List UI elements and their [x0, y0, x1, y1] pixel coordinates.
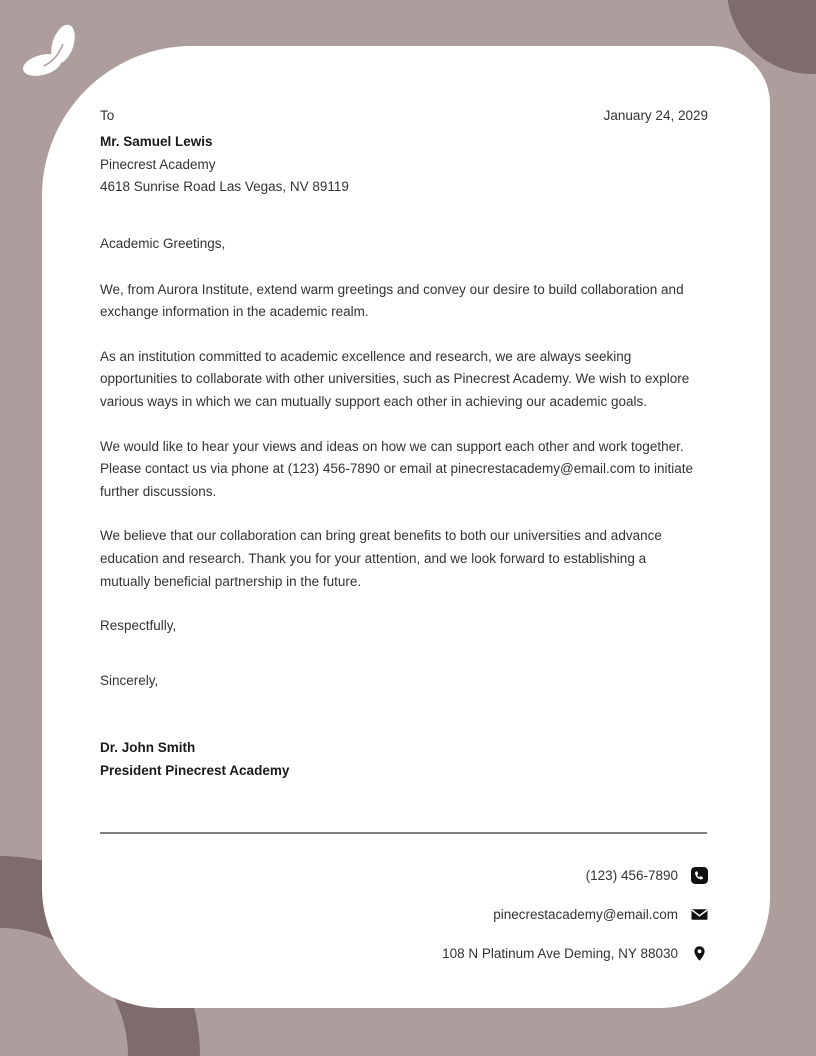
contact-row-email [100, 895, 708, 934]
location-text: 108 N Platinum Ave Deming, NY 88030 [442, 946, 678, 961]
leaf-logo-icon [22, 22, 86, 86]
recipient-name: Mr. Samuel Lewis [100, 134, 213, 149]
body-paragraph-4: We believe that our collaboration can bring great benefits to both our universities and advance education and research. Thank you for your attention, and we look forward to establishing a mutually beneficial partnership in the future. [100, 528, 662, 589]
email-text: pinecrestacademy@email.com [493, 907, 678, 922]
phone-icon [691, 867, 708, 884]
letter-body [100, 233, 700, 783]
closing-sincerely: Sincerely, [100, 672, 159, 688]
footer-divider [100, 832, 707, 834]
salutation: Academic Greetings, [100, 236, 226, 251]
to-label: To [100, 108, 115, 123]
footer-contacts [100, 856, 708, 973]
signature-name: Dr. John Smith [100, 740, 196, 756]
body-paragraph-3: We would like to hear your views and ideas on how we can support each other and work together. Please contact us via phone at (123) 456-7890 or email at pinecrestacademy@email.com to initiate further discussions. [100, 438, 694, 499]
letter-date: January 24, 2029 [603, 108, 708, 123]
contact-row-phone [100, 856, 708, 895]
email-icon [691, 906, 708, 923]
recipient-address-block [100, 131, 708, 199]
recipient-organization: Pinecrest Academy [100, 156, 216, 172]
letter-header-row [100, 108, 708, 123]
signature-title: President Pinecrest Academy [100, 762, 290, 778]
location-icon [691, 945, 708, 962]
body-paragraph-1: We, from Aurora Institute, extend warm greetings and convey our desire to build collaboration and exchange information in the academic realm. [100, 281, 684, 320]
recipient-address: 4618 Sunrise Road Las Vegas, NV 89119 [100, 179, 349, 195]
contact-row-location [100, 934, 708, 973]
body-paragraph-2: As an institution committed to academic excellence and research, we are always seeking opportunities to collaborate with other universities, such as Pinecrest Academy. We wish to explore various ways in which we can mutually support each other in achieving our academic goals. [100, 348, 690, 409]
closing-respectfully: Respectfully, [100, 618, 177, 634]
phone-text: (123) 456-7890 [585, 868, 678, 883]
